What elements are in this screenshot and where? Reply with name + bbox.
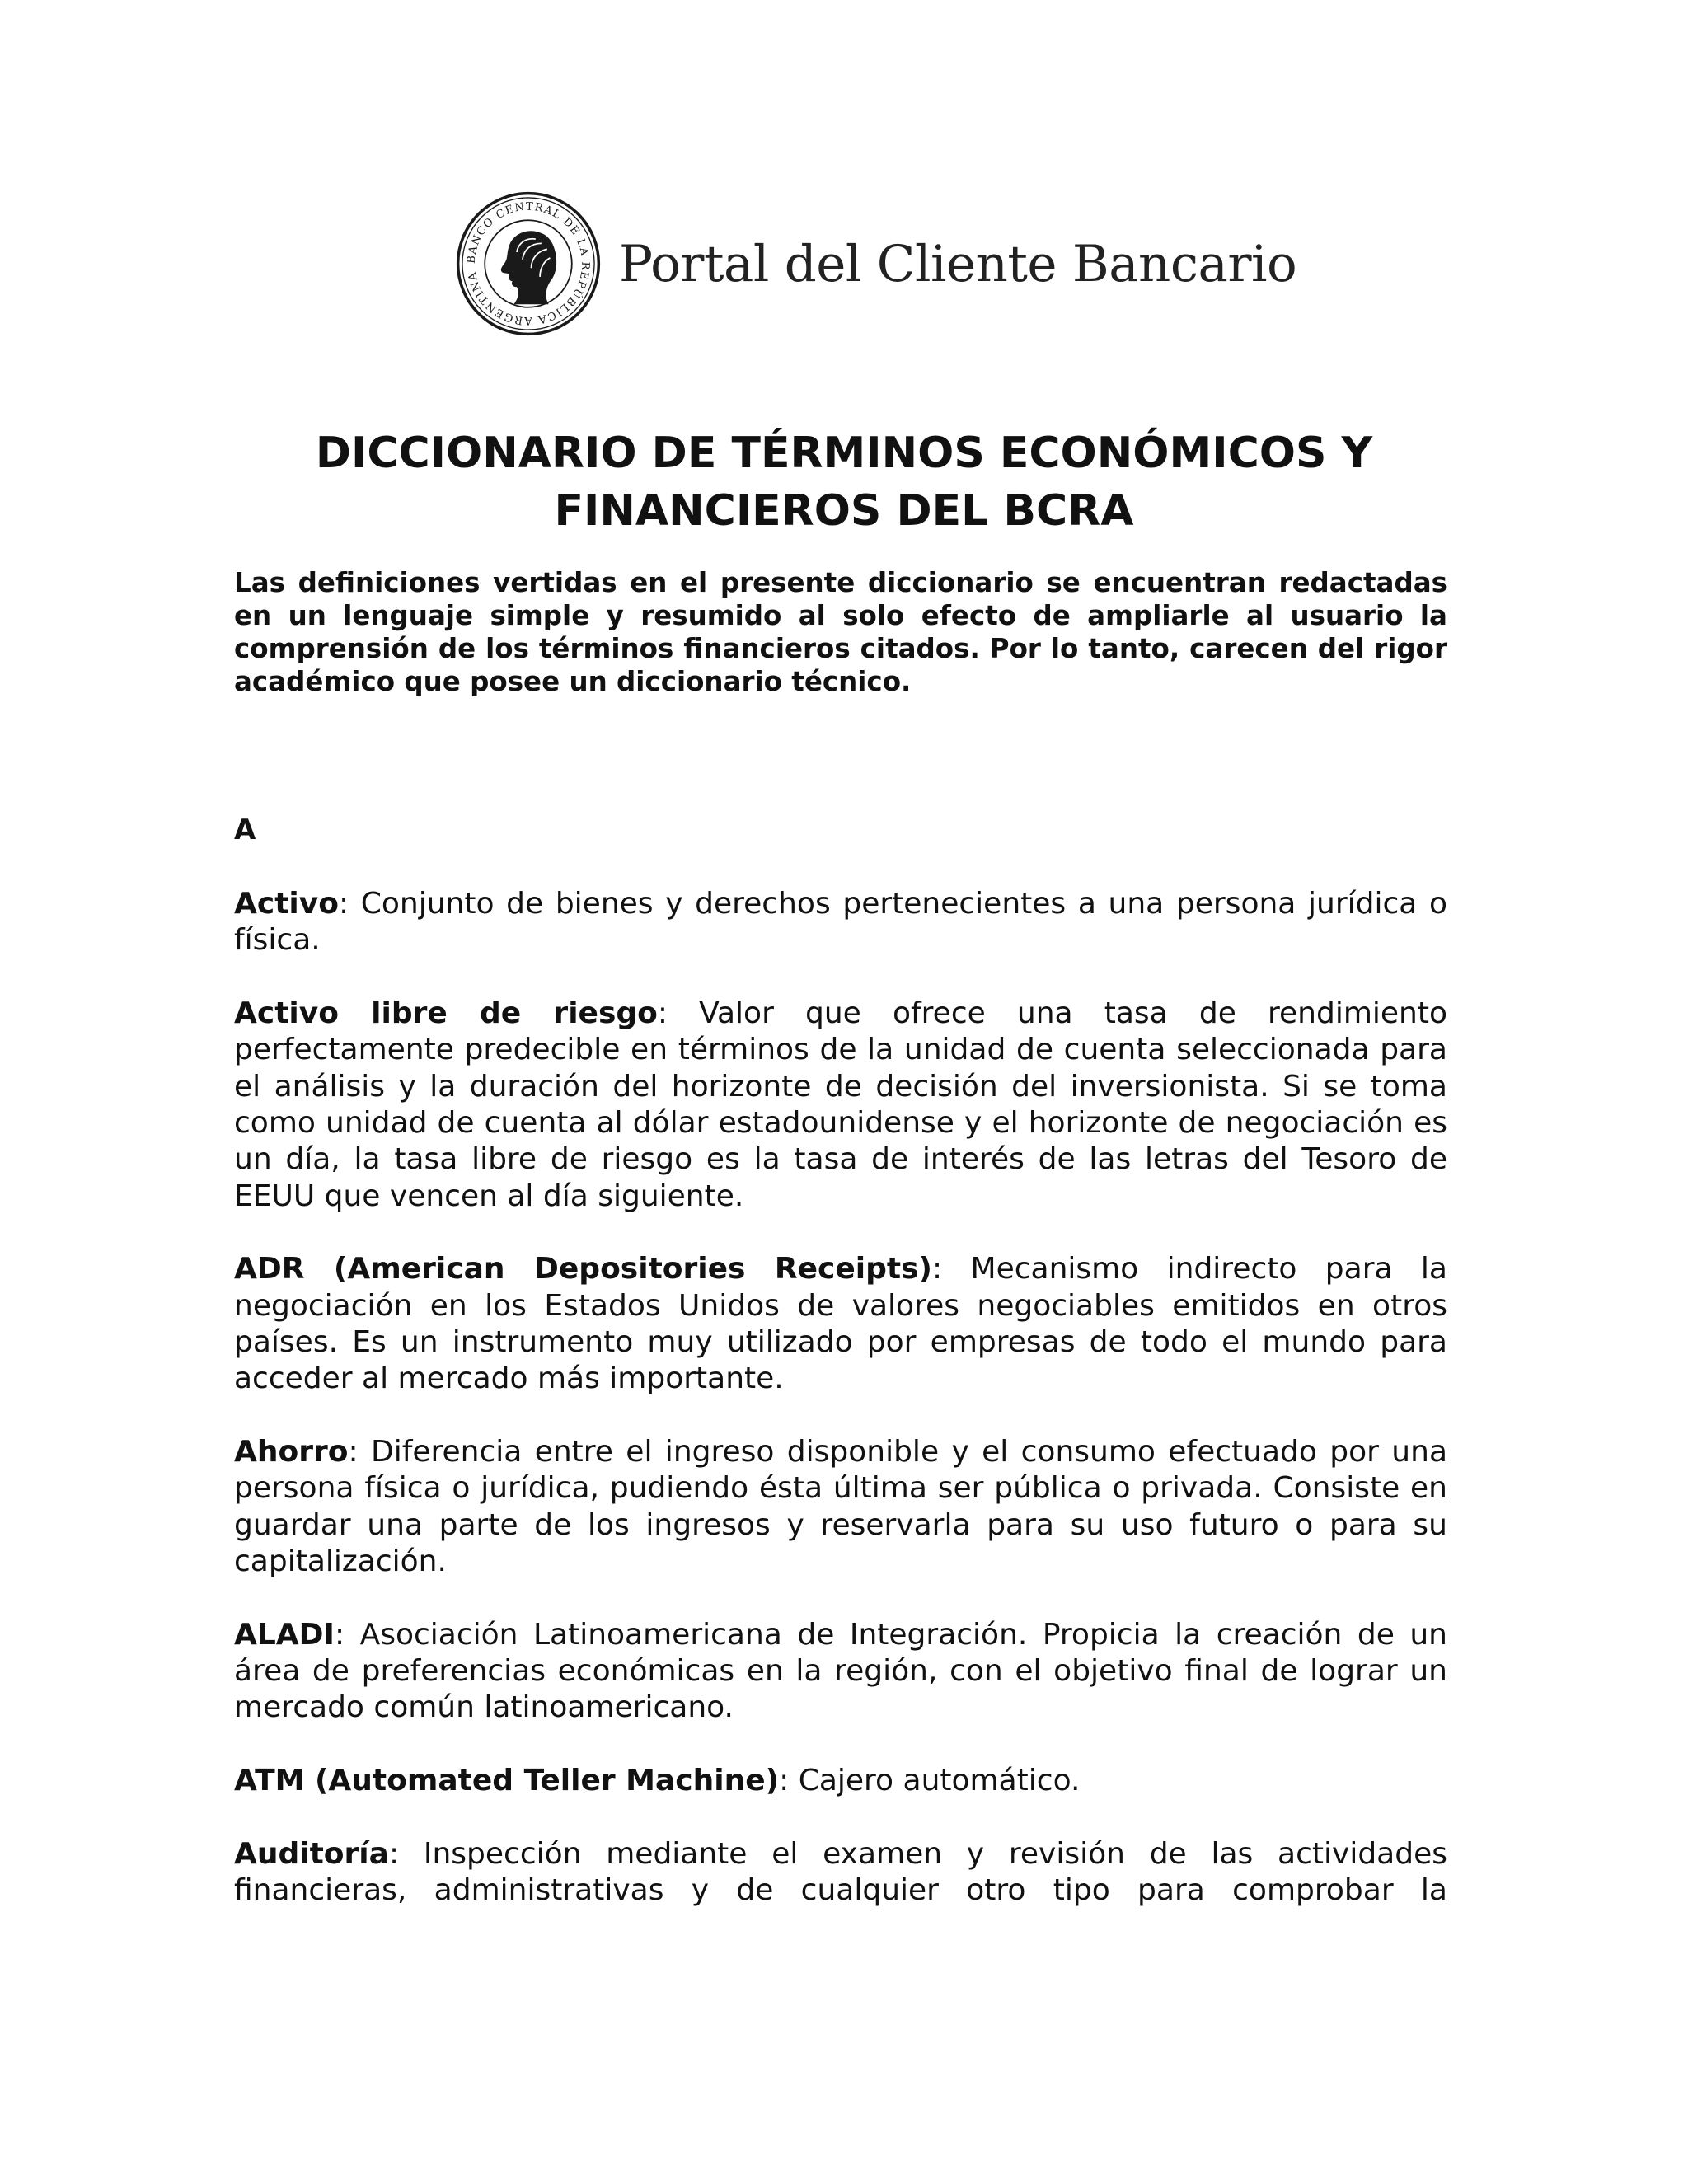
entry-definition: Valor que ofrece una tasa de rendimiento perfectamente predecible en términos de la unidad de cuenta seleccionada para el análisis y la duración del horizonte de decisión del inversionista. Si se toma como unidad de cuenta al dólar estadounidense y el horizonte de negociación es un día, la tasa libre de riesgo es la tasa de interés de las letras del Tesoro de EEUU que vencen al día siguiente.	[234, 996, 1448, 1213]
entry-definition: Diferencia entre el ingreso disponible y el consumo efectuado por una persona física o jurídica, pudiendo ésta última ser pública o privada. Consiste en guardar una parte de los ingresos y reservarla para su uso futuro o para su capitalización.	[234, 1435, 1448, 1578]
entry-definition: Mecanismo indirecto para la negociación en los Estados Unidos de valores negociables emitidos en otros países. Es un instrumento muy utilizado por empresas de todo el mundo para acceder al mercado más importante.	[234, 1252, 1447, 1396]
entry-separator: :	[932, 1252, 971, 1286]
disclaimer-paragraph: Las definiciones vertidas en el presente diccionario se encuentran redactadas en un lenguaje simple y resumido al solo efecto de ampliarle al usuario la comprensión de los términos financieros citados. Por lo tanto, carecen del rigor académico que posee un diccionario técnico.	[234, 567, 1447, 697]
section-letter: A	[234, 813, 256, 846]
glossary-entry	[234, 1251, 1447, 1397]
entry-term: Auditoría	[234, 1836, 389, 1871]
entry-term: ATM (Automated Teller Machine)	[234, 1764, 780, 1798]
portal-title: Portal del Cliente Bancario	[619, 234, 1297, 293]
glossary-entry	[234, 886, 1447, 959]
entry-definition: Conjunto de bienes y derechos pertenecientes a una persona jurídica o física.	[234, 887, 1448, 958]
glossary-entries	[234, 886, 1447, 1910]
entry-separator: :	[348, 1435, 371, 1469]
entry-term: Ahorro	[234, 1435, 349, 1469]
entry-separator: :	[657, 996, 700, 1031]
portal-header	[456, 190, 1297, 338]
entry-term: ADR (American Depositories Receipts)	[234, 1252, 933, 1286]
entry-separator: :	[779, 1764, 799, 1798]
entry-separator: :	[388, 1836, 424, 1871]
glossary-entry	[234, 1836, 1447, 1910]
entry-term: Activo	[234, 887, 339, 921]
glossary-entry	[234, 1434, 1447, 1580]
entry-definition: Inspección mediante el examen y revisión de las actividades financieras, administrativas y de cualquier otro tipo para comprobar la	[234, 1836, 1448, 1908]
entry-definition: Cajero automático.	[798, 1764, 1081, 1798]
entry-separator: :	[334, 1617, 360, 1652]
document-title-line-2: FINANCIEROS DEL BCRA	[554, 486, 1134, 536]
document-title	[234, 424, 1454, 540]
entry-definition: Asociación Latinoamericana de Integración. Propicia la creación de un área de preferencias económicas en la región, con el objetivo final de lograr un mercado común latinoamericano.	[234, 1617, 1447, 1725]
glossary-entry	[234, 1617, 1447, 1727]
seal-text: BANCO CENTRAL DE LA REPÚBLICA ARGENTINA	[465, 200, 592, 327]
bcra-seal-icon	[456, 191, 601, 336]
entry-term: ALADI	[234, 1617, 335, 1652]
glossary-entry	[234, 1763, 1447, 1799]
entry-separator: :	[338, 887, 361, 921]
entry-term: Activo libre de riesgo	[234, 996, 658, 1031]
glossary-entry	[234, 996, 1447, 1215]
document-title-line-1: DICCIONARIO DE TÉRMINOS ECONÓMICOS Y	[315, 429, 1373, 478]
